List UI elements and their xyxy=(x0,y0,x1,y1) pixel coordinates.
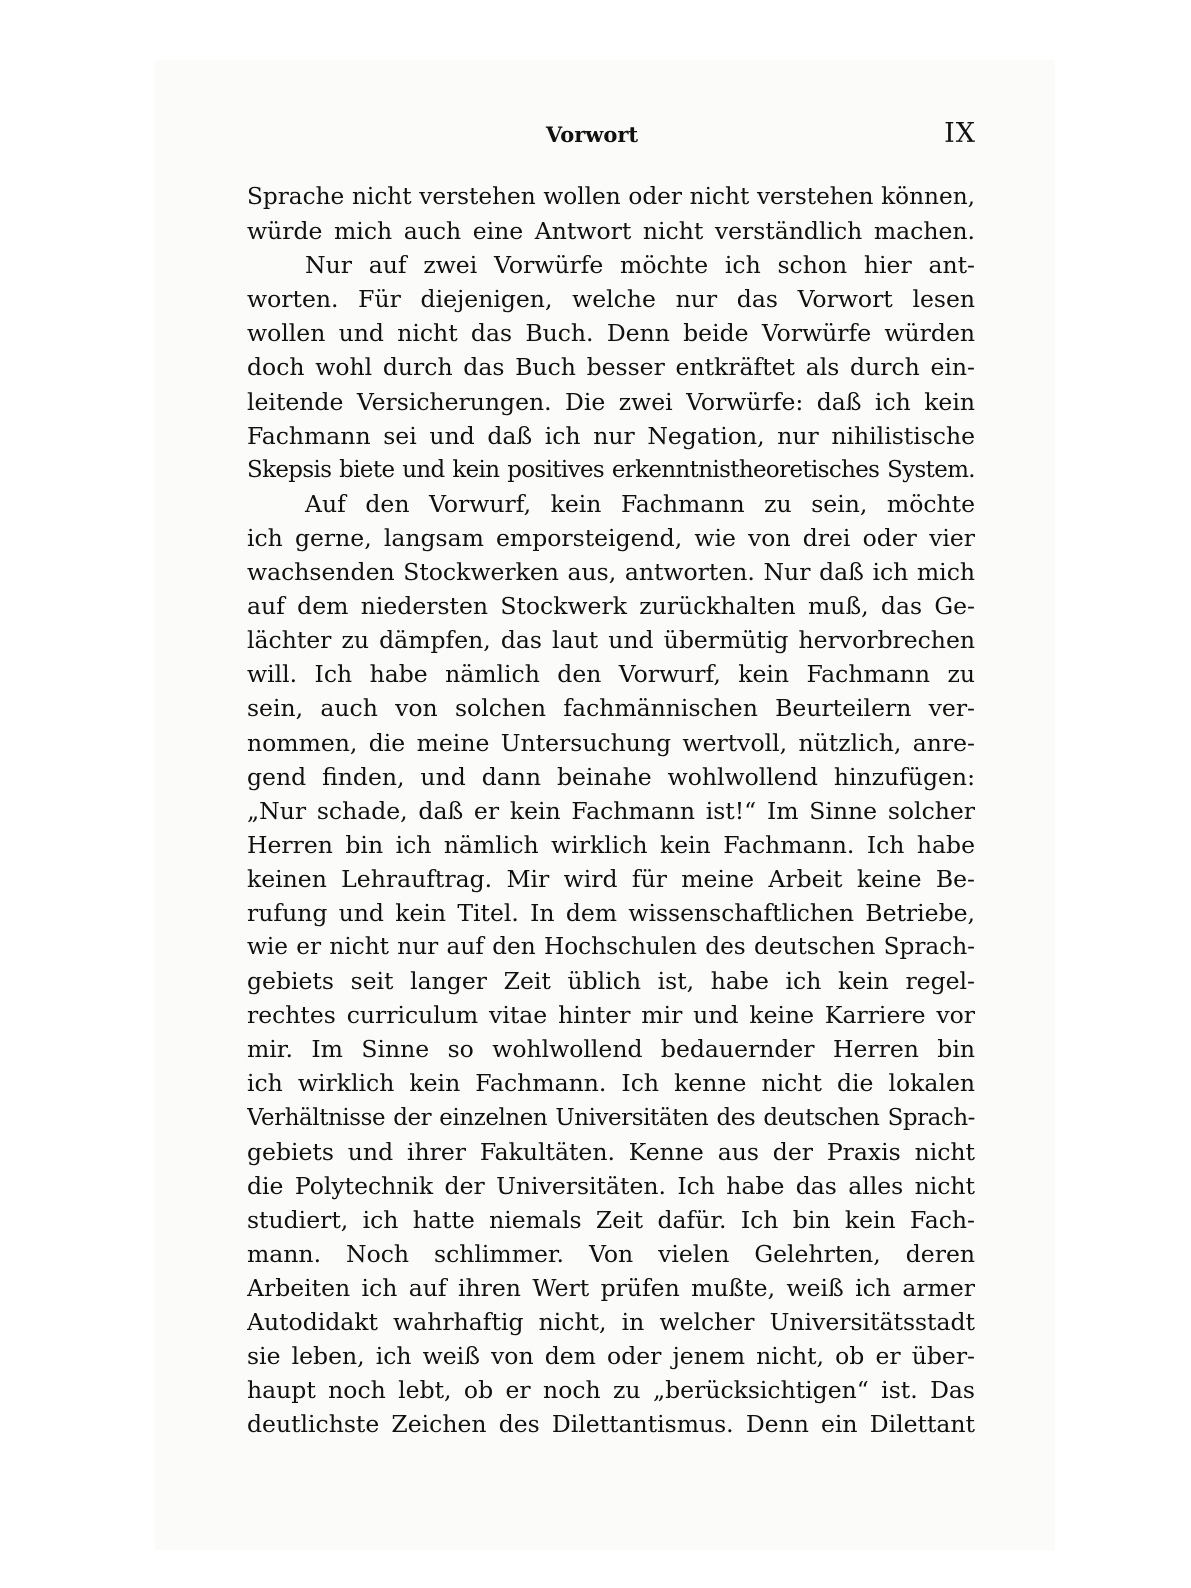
text-line: lächter zu dämpfen, das laut und übermütig hervorbrechen xyxy=(247,626,975,655)
body-text xyxy=(247,180,975,1441)
text-line: Auf den Vorwurf, kein Fachmann zu sein, möchte xyxy=(305,489,975,518)
text-line: rufung und kein Titel. In dem wissenschaftlichen Betriebe, xyxy=(247,898,975,927)
text-line: sie leben, ich weiß von dem oder jenem nicht, ob er über- xyxy=(247,1342,975,1371)
text-line: auf dem niedersten Stockwerk zurückhalten muß, das Ge- xyxy=(247,592,975,621)
text-line: will. Ich habe nämlich den Vorwurf, kein Fachmann zu xyxy=(247,660,975,689)
text-line: gebiets seit langer Zeit üblich ist, habe ich kein regel- xyxy=(247,967,975,996)
text-line: doch wohl durch das Buch besser entkräftet als durch ein- xyxy=(247,353,975,382)
page-number: IX xyxy=(944,118,976,149)
text-line: würde mich auch eine Antwort nicht verständlich machen. xyxy=(247,217,975,246)
text-line: Autodidakt wahrhaftig nicht, in welcher Universitätsstadt xyxy=(247,1308,975,1337)
text-line: studiert, ich hatte niemals Zeit dafür. Ich bin kein Fach- xyxy=(247,1205,975,1234)
text-line: wie er nicht nur auf den Hochschulen des deutschen Sprach- xyxy=(247,933,975,961)
text-line: leitende Versicherungen. Die zwei Vorwürfe: daß ich kein xyxy=(247,387,975,416)
text-line: keinen Lehrauftrag. Mir wird für meine Arbeit keine Be- xyxy=(247,864,975,893)
text-line: worten. Für diejenigen, welche nur das Vorwort lesen xyxy=(247,285,975,314)
running-head-title: Vorwort xyxy=(545,122,639,147)
text-line: ich gerne, langsam emporsteigend, wie von drei oder vier xyxy=(247,523,975,552)
running-head xyxy=(248,118,976,158)
text-line: Nur auf zwei Vorwürfe möchte ich schon hier ant- xyxy=(305,251,975,280)
text-line: haupt noch lebt, ob er noch zu „berücksichtigen“ ist. Das xyxy=(247,1376,975,1405)
text-line: wachsenden Stockwerken aus, antworten. Nur daß ich mich xyxy=(247,558,975,587)
text-line: nommen, die meine Untersuchung wertvoll, nützlich, anre- xyxy=(247,728,975,757)
text-line: Herren bin ich nämlich wirklich kein Fachmann. Ich habe xyxy=(247,830,975,859)
text-line: mir. Im Sinne so wohlwollend bedauernder Herren bin xyxy=(247,1035,975,1064)
text-line: deutlichste Zeichen des Dilettantismus. Denn ein Dilettant xyxy=(247,1410,975,1439)
text-line: „Nur schade, daß er kein Fachmann ist!“ Im Sinne solcher xyxy=(247,796,975,825)
text-line: Arbeiten ich auf ihren Wert prüfen mußte, weiß ich armer xyxy=(247,1274,975,1302)
text-line: Fachmann sei und daß ich nur Negation, nur nihilistische xyxy=(247,421,975,450)
text-line: Skepsis biete und kein positives erkenntnistheoretisches System. xyxy=(247,456,975,483)
text-line: sein, auch von solchen fachmännischen Beurteilern ver- xyxy=(247,694,975,723)
text-line: die Polytechnik der Universitäten. Ich habe das alles nicht xyxy=(247,1171,975,1200)
text-line: Verhältnisse der einzelnen Universitäten des deutschen Sprach- xyxy=(247,1104,975,1131)
text-line: ich wirklich kein Fachmann. Ich kenne nicht die lokalen xyxy=(247,1069,975,1098)
text-line: gebiets und ihrer Fakultäten. Kenne aus der Praxis nicht xyxy=(247,1137,975,1166)
text-line: mann. Noch schlimmer. Von vielen Gelehrten, deren xyxy=(247,1239,975,1268)
text-line: Sprache nicht verstehen wollen oder nicht verstehen können, xyxy=(247,183,975,210)
text-line: rechtes curriculum vitae hinter mir und keine Karriere vor xyxy=(247,1001,975,1030)
text-line: wollen und nicht das Buch. Denn beide Vorwürfe würden xyxy=(247,319,975,348)
text-line: gend finden, und dann beinahe wohlwollend hinzufügen: xyxy=(247,762,975,791)
